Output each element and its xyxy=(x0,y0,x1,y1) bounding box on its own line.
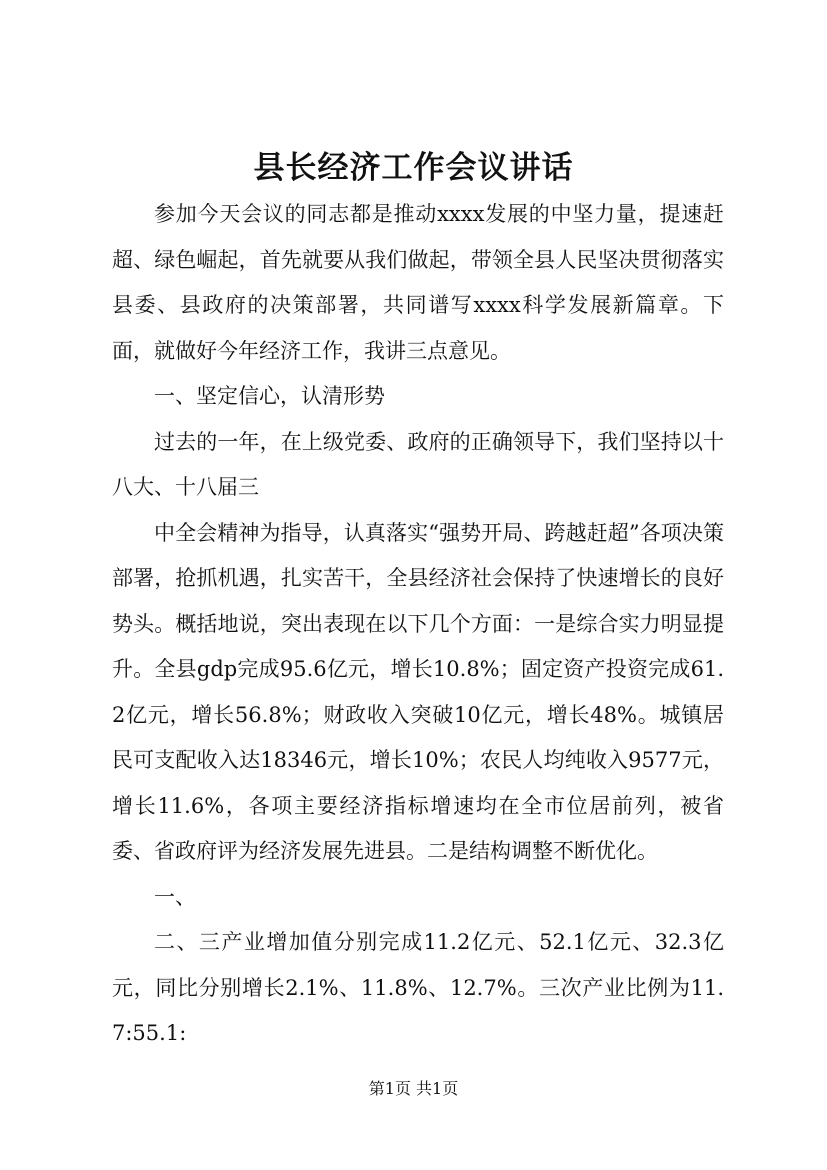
page-footer: 第1页 共1页 xyxy=(368,1079,459,1098)
document-title: 县长经济工作会议讲话 xyxy=(253,150,574,186)
paragraph-fragment: 一、 xyxy=(154,884,196,909)
document-body xyxy=(112,192,724,1057)
paragraph-achievements: 中全会精神为指导，认真落实“强势开局、跨越赶超”各项决策部署，抢抓机遇，扎实苦干，全县经济社会保持了快速增长的良好势头。概括地说，突出表现在以下几个方面：一是综合实力明显提升。全县gdp完成95.6亿元，增长10.8%；固定资产投资完成61.2亿元，增长56.8%；财政收入突破10亿元，增长48%。城镇居民可支配收入达18346元，增长10%；农民人均纯收入9577元，增长11.6%，各项主要经济指标增速均在全市位居前列，被省委、省政府评为经济发展先进县。二是结构调整不断优化。 xyxy=(112,520,724,863)
section-heading-one: 一、坚定信心，认清形势 xyxy=(154,384,385,408)
paragraph-past-year: 过去的一年，在上级党委、政府的正确领导下，我们坚持以十八大、十八届三 xyxy=(112,429,724,499)
paragraph-intro: 参加今天会议的同志都是推动xxxx发展的中坚力量，提速赶超、绿色崛起，首先就要从我们做起，带领全县人民坚决贯彻落实县委、县政府的决策部署，共同谱写xxxx科学发展新篇章。下面，就做好今年经济工作，我讲三点意见。 xyxy=(112,202,724,363)
paragraph-industry: 二、三产业增加值分别完成11.2亿元、52.1亿元、32.3亿元，同比分别增长2.1%、11.8%、12.7%。三次产业比例为11.7:55.1: xyxy=(112,930,724,1045)
